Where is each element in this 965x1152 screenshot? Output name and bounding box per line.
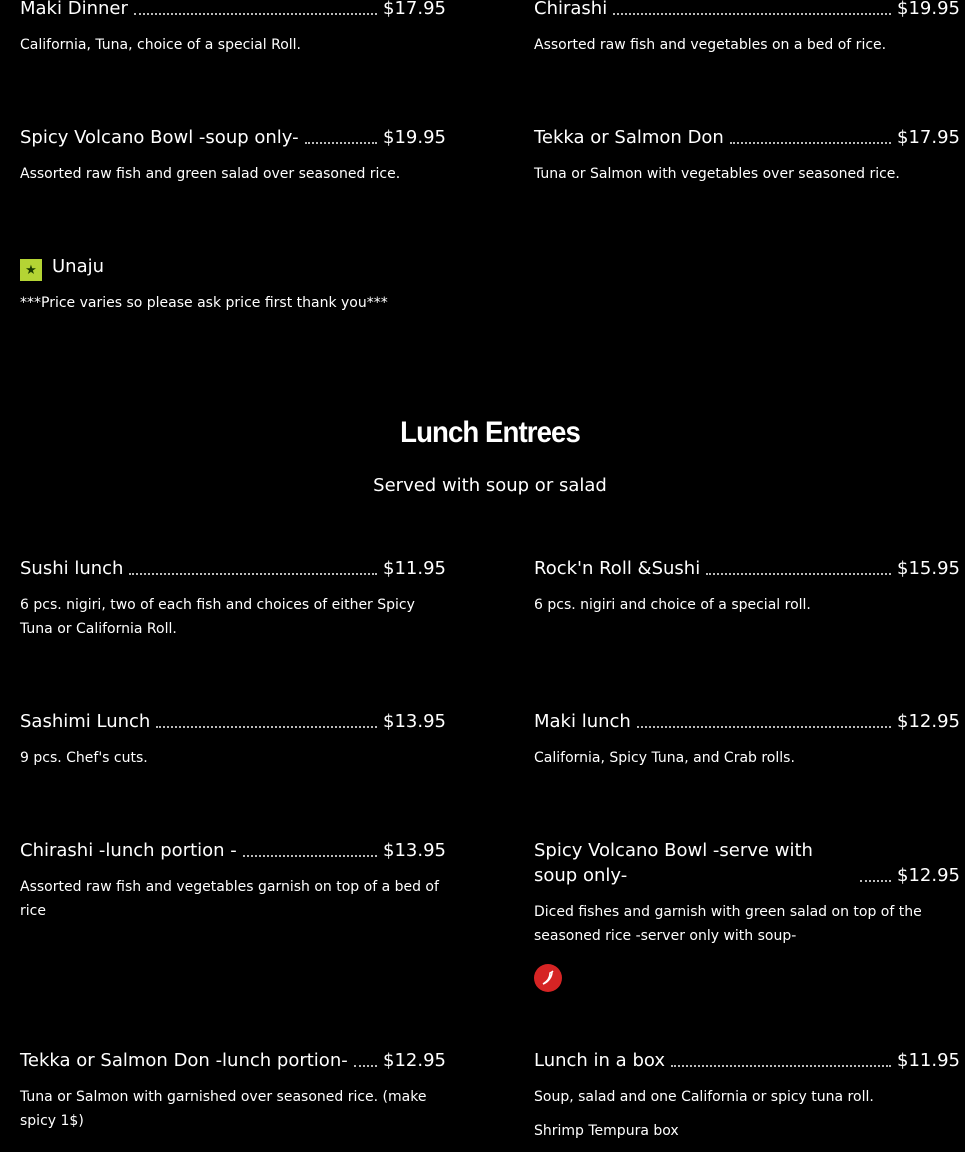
- section-title: Lunch Entrees: [400, 416, 580, 449]
- leader-dots: [243, 855, 377, 857]
- leader-dots: [671, 1065, 891, 1067]
- menu-item-maki-lunch: [534, 709, 960, 770]
- item-description: Diced fishes and garnish with green salad on top of the seasoned rice -server only with soup-: [534, 904, 922, 944]
- item-description: Assorted raw fish and vegetables garnish on top of a bed of rice: [20, 879, 439, 919]
- menu-item-lunch-in-a-box: [534, 1048, 960, 1139]
- menu-item-chirashi-lunch: [20, 838, 446, 923]
- item-description: Assorted raw fish and green salad over seasoned rice.: [20, 166, 401, 182]
- leader-dots: [730, 142, 891, 144]
- leader-dots: [305, 142, 377, 144]
- menu-item-sashimi-lunch: [20, 709, 446, 770]
- item-name: Unaju: [52, 256, 105, 277]
- item-price: $11.95: [383, 558, 446, 579]
- menu-item-spicy-volcano-bowl: [20, 125, 446, 186]
- item-description: 6 pcs. nigiri, two of each fish and choices of either Spicy Tuna or California Roll.: [20, 597, 415, 637]
- menu-item-rock-n-roll-sushi: [534, 556, 960, 617]
- item-price: $13.95: [383, 840, 446, 861]
- leader-dots: [134, 13, 377, 15]
- menu-item-maki-dinner: [20, 0, 446, 57]
- menu-item-sushi-lunch: [20, 556, 446, 641]
- item-name: Lunch in a box: [534, 1050, 665, 1071]
- item-name: Tekka or Salmon Don -lunch portion-: [20, 1050, 348, 1071]
- item-name: Tekka or Salmon Don: [534, 127, 724, 148]
- item-subitem: Shrimp Tempura box: [534, 1123, 679, 1139]
- item-price: $12.95: [897, 865, 960, 886]
- item-name: Maki Dinner: [20, 0, 128, 19]
- item-name: Rock'n Roll &Sushi: [534, 558, 701, 579]
- item-price: $12.95: [897, 711, 960, 732]
- item-description: California, Spicy Tuna, and Crab rolls.: [534, 750, 795, 766]
- item-description: California, Tuna, choice of a special Roll.: [20, 37, 301, 53]
- item-price: $11.95: [897, 1050, 960, 1071]
- item-price: $17.95: [897, 127, 960, 148]
- item-name: Maki lunch: [534, 711, 631, 732]
- item-description: 9 pcs. Chef's cuts.: [20, 750, 148, 766]
- item-description: Tuna or Salmon with garnished over seasoned rice. (make spicy 1$): [20, 1089, 427, 1129]
- item-price: $19.95: [897, 0, 960, 19]
- item-description: ***Price varies so please ask price first thank you***: [20, 295, 388, 311]
- section-subtitle: Served with soup or salad: [373, 475, 607, 496]
- item-price: $17.95: [383, 0, 446, 19]
- menu-item-tekka-salmon-don-lunch: [20, 1048, 446, 1133]
- item-price: $15.95: [897, 558, 960, 579]
- item-price: $19.95: [383, 127, 446, 148]
- item-description: 6 pcs. nigiri and choice of a special roll.: [534, 597, 811, 613]
- menu-item-tekka-salmon-don: [534, 125, 960, 186]
- item-price: $12.95: [383, 1050, 446, 1071]
- leader-dots: [637, 726, 891, 728]
- leader-dots: [129, 573, 377, 575]
- leader-dots: [156, 726, 377, 728]
- menu-item-spicy-volcano-bowl-lunch: [534, 838, 960, 992]
- item-price: $13.95: [383, 711, 446, 732]
- item-name: Chirashi: [534, 0, 608, 19]
- menu-item-chirashi: [534, 0, 960, 57]
- item-description: Tuna or Salmon with vegetables over seasoned rice.: [534, 166, 900, 182]
- star-badge-icon: ★: [20, 259, 42, 281]
- leader-dots: [860, 880, 891, 882]
- item-name: Spicy Volcano Bowl -soup only-: [20, 127, 299, 148]
- item-name: Sashimi Lunch: [20, 711, 151, 732]
- item-description: Assorted raw fish and vegetables on a bed of rice.: [534, 37, 887, 53]
- chili-pepper-icon: [534, 964, 562, 992]
- leader-dots: [706, 573, 891, 575]
- item-description: Soup, salad and one California or spicy tuna roll.: [534, 1089, 874, 1105]
- item-name: Spicy Volcano Bowl -serve with soup only-: [534, 840, 813, 886]
- leader-dots: [613, 13, 891, 15]
- item-name: Sushi lunch: [20, 558, 124, 579]
- item-name: Chirashi -lunch portion -: [20, 840, 237, 861]
- leader-dots: [354, 1065, 377, 1067]
- menu-item-unaju: [20, 254, 446, 315]
